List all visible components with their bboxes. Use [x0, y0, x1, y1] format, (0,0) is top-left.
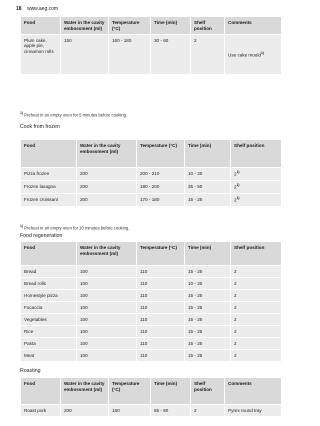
footnote-ref: 1) [236, 196, 240, 201]
table-header-row [21, 378, 282, 405]
cell-time: 15 - 25 [185, 338, 231, 350]
cell-comments [225, 35, 282, 75]
cell-water: 200 [77, 168, 137, 181]
cell-time: 15 - 25 [185, 350, 231, 362]
site-url: www.aeg.com [26, 6, 59, 12]
table-row [21, 350, 282, 362]
cell-food: Plum cake, apple pie, cinnamon rolls [21, 35, 61, 75]
cell-time: 15 - 25 [185, 326, 231, 338]
cell-shelf: 2 [231, 302, 282, 314]
table-roasting [20, 377, 282, 417]
table-row [21, 181, 282, 194]
footnote-ref: 1) [260, 51, 264, 56]
footnote-text: Preheat in an empty oven for 10 minutes before cooking. [24, 225, 130, 231]
cell-time: 10 - 20 [185, 278, 231, 290]
cell-shelf: 2 [231, 350, 282, 362]
cell-food: Homestyle pizza [21, 290, 77, 302]
cell-temperature: 160 - 180 [109, 35, 151, 75]
cell-temperature: 200 - 210 [137, 168, 185, 181]
page-header [16, 6, 58, 12]
footnote-mark: 1) [20, 111, 24, 115]
cell-temperature: 110 [137, 278, 185, 290]
table-frozen [20, 139, 282, 207]
cell-food: Rice [21, 326, 77, 338]
shelf-value: 2 [234, 184, 237, 190]
cell-water: 100 [77, 290, 137, 302]
col-temperature: Temperature (°C) [109, 378, 151, 405]
col-shelf: Shelf position [231, 242, 282, 266]
cell-shelf: 2 [231, 266, 282, 278]
comment-text: Use cake mould [228, 52, 261, 58]
cell-time: 15 - 25 [185, 194, 231, 207]
section-title: Food regeneration [20, 233, 63, 239]
cell-shelf [231, 194, 282, 207]
cell-time: 15 - 25 [185, 266, 231, 278]
shelf-value: 2 [234, 171, 237, 177]
cell-time: 65 - 80 [151, 405, 191, 417]
cell-water: 200 [61, 405, 109, 417]
col-water: Water in the cavity embossment (ml) [61, 17, 109, 35]
cell-time: 15 - 25 [185, 314, 231, 326]
col-food: Food [21, 17, 61, 35]
cell-water: 100 [77, 350, 137, 362]
cell-water: 100 [77, 278, 137, 290]
col-water: Water in the cavity embossment (ml) [77, 140, 137, 168]
col-food: Food [21, 140, 77, 168]
cell-shelf: 2 [231, 278, 282, 290]
table-row [21, 290, 282, 302]
cell-time: 15 - 25 [185, 302, 231, 314]
cell-food: Pizza frozen [21, 168, 77, 181]
cell-water: 100 [77, 314, 137, 326]
footnote-ref: 1) [236, 183, 240, 188]
table-baking [20, 16, 282, 75]
table-row [21, 168, 282, 181]
section-title: Cook from frozen [20, 124, 60, 130]
cell-temperature: 180 - 200 [137, 181, 185, 194]
footnote-ref: 1) [236, 170, 240, 175]
cell-food: Bread rolls [21, 278, 77, 290]
footnote [20, 111, 127, 117]
table-row [21, 278, 282, 290]
cell-food: Meat [21, 350, 77, 362]
cell-temperature: 170 - 180 [137, 194, 185, 207]
footnote-text: Preheat in an empty oven for 5 minutes before cooking. [24, 112, 128, 118]
col-time: Time (min) [151, 17, 191, 35]
cell-food: Focaccia [21, 302, 77, 314]
cell-food: Pasta [21, 338, 77, 350]
cell-water: 100 [77, 266, 137, 278]
cell-time: 15 - 25 [185, 290, 231, 302]
cell-water: 200 [77, 181, 137, 194]
cell-water: 150 [61, 35, 109, 75]
cell-temperature: 110 [137, 338, 185, 350]
col-food: Food [21, 378, 61, 405]
col-comments: Comments [225, 17, 282, 35]
table-row [21, 266, 282, 278]
col-temperature: Temperature (°C) [137, 140, 185, 168]
table-row [21, 405, 282, 417]
col-shelf: Shelf position [191, 17, 225, 35]
col-shelf: Shelf position [231, 140, 282, 168]
cell-water: 200 [77, 194, 137, 207]
cell-time: 10 - 20 [185, 168, 231, 181]
cell-time: 35 - 50 [185, 181, 231, 194]
col-time: Time (min) [151, 378, 191, 405]
cell-food: Frozen croissant [21, 194, 77, 207]
cell-temperature: 180 [109, 405, 151, 417]
cell-temperature: 110 [137, 314, 185, 326]
col-comments: Comments [225, 378, 282, 405]
cell-temperature: 110 [137, 266, 185, 278]
cell-temperature: 110 [137, 350, 185, 362]
cell-temperature: 110 [137, 290, 185, 302]
table-regeneration [20, 241, 282, 362]
col-time: Time (min) [185, 140, 231, 168]
page-number: 18 [16, 6, 22, 12]
cell-shelf: 2 [231, 338, 282, 350]
table-row [21, 302, 282, 314]
cell-comments: Pyrex round tray [225, 405, 282, 417]
cell-shelf [231, 181, 282, 194]
cell-food: Roast pork [21, 405, 61, 417]
cell-shelf: 2 [231, 314, 282, 326]
table-row [21, 326, 282, 338]
cell-food: Frozen lasagna [21, 181, 77, 194]
col-temperature: Temperature (°C) [137, 242, 185, 266]
cell-shelf: 2 [191, 35, 225, 75]
cell-shelf [231, 168, 282, 181]
table-row [21, 35, 282, 75]
cell-temperature: 110 [137, 326, 185, 338]
cell-food: Vegetables [21, 314, 77, 326]
table-header-row [21, 242, 282, 266]
footnote [20, 224, 129, 230]
col-water: Water in the cavity embossment (ml) [61, 378, 109, 405]
cell-shelf: 2 [191, 405, 225, 417]
shelf-value: 2 [234, 197, 237, 203]
cell-water: 100 [77, 326, 137, 338]
table-row [21, 194, 282, 207]
cell-time: 30 - 60 [151, 35, 191, 75]
col-temperature: Temperature (°C) [109, 17, 151, 35]
table-header-row [21, 17, 282, 35]
cell-water: 100 [77, 338, 137, 350]
cell-food: Bread [21, 266, 77, 278]
footnote-mark: 1) [20, 224, 24, 228]
table-header-row [21, 140, 282, 168]
col-water: Water in the cavity embossment (ml) [77, 242, 137, 266]
col-shelf: Shelf position [191, 378, 225, 405]
cell-temperature: 110 [137, 302, 185, 314]
cell-water: 100 [77, 302, 137, 314]
table-row [21, 338, 282, 350]
cell-shelf: 2 [231, 290, 282, 302]
cell-shelf: 2 [231, 326, 282, 338]
col-time: Time (min) [185, 242, 231, 266]
col-food: Food [21, 242, 77, 266]
table-row [21, 314, 282, 326]
section-title: Roasting [20, 368, 41, 374]
